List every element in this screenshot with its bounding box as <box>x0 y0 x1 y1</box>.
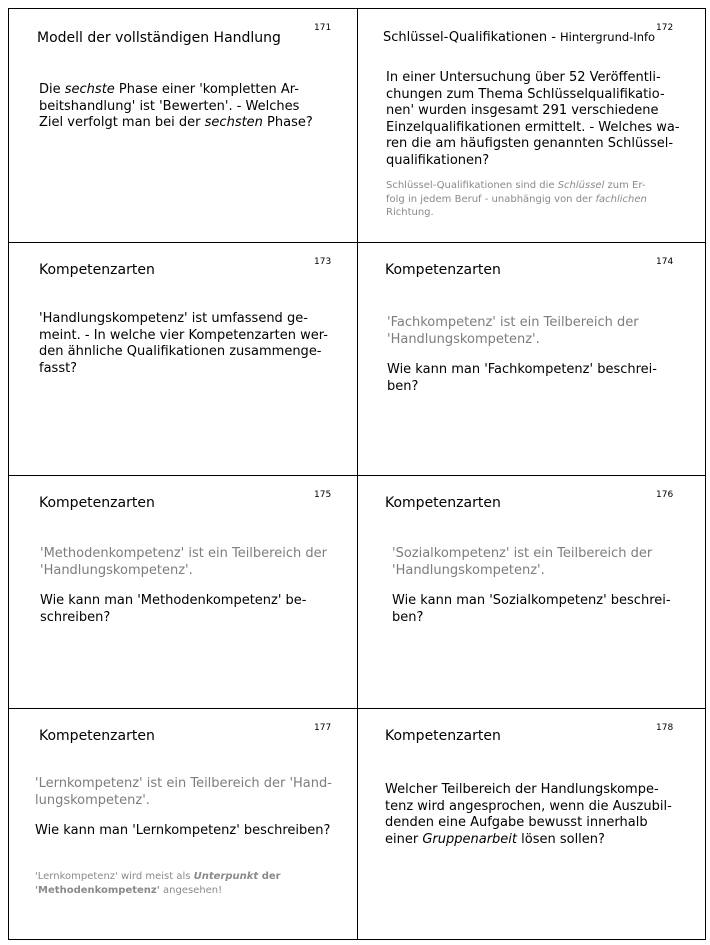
card-number: 171 <box>314 23 332 33</box>
card-question: 'Sozialkompetenz' ist ein Teilbereich der 'Handlungskompetenz'. Wie kann man 'Sozialkompetenz' beschrei- ben? <box>392 546 671 625</box>
card-title: Modell der vollständigen Handlung <box>37 30 281 46</box>
card-176 <box>358 476 706 708</box>
card-hint: Schlüssel-Qualifikationen sind die Schlüssel zum Er- folg in jedem Beruf - unabhängig von der fachlichen Richtung. <box>386 180 647 218</box>
card-number: 176 <box>656 490 674 500</box>
card-174 <box>358 243 706 475</box>
card-title: Schlüssel-Qualifikationen - Hintergrund-Info <box>383 30 656 45</box>
card-177 <box>9 709 357 941</box>
card-title: Kompetenzarten <box>385 262 501 278</box>
card-number: 177 <box>314 723 332 733</box>
card-question: 'Fachkompetenz' ist ein Teilbereich der 'Handlungskompetenz'. Wie kann man 'Fachkompetenz' beschrei- ben? <box>387 315 657 394</box>
flashcard-sheet <box>8 8 706 940</box>
card-number: 172 <box>656 23 674 33</box>
card-title: Kompetenzarten <box>385 728 501 744</box>
card-173 <box>9 243 357 475</box>
card-title: Kompetenzarten <box>39 728 155 744</box>
card-number: 178 <box>656 723 674 733</box>
card-title: Kompetenzarten <box>39 495 155 511</box>
card-title: Kompetenzarten <box>385 495 501 511</box>
card-question: In einer Untersuchung über 52 Veröffentli- chungen zum Thema Schlüsselqualifikatio- nen' wurden insgesamt 291 verschiedene Einzelqualifikationen ermittelt. - Welches wa- ren die am häufigsten genannten Schlüssel- qualifikationen? <box>386 70 680 168</box>
card-question: Welcher Teilbereich der Handlungskompe- tenz wird angesprochen, wenn die Auszubil- denden eine Aufgabe bewusst innerhalb einer Gruppenarbeit lösen sollen? <box>385 782 672 847</box>
card-178 <box>358 709 706 941</box>
card-question: 'Methodenkompetenz' ist ein Teilbereich der 'Handlungskompetenz'. Wie kann man 'Methodenkompetenz' be- schreiben? <box>40 546 327 625</box>
card-172 <box>358 9 706 241</box>
card-question: Die sechste Phase einer 'kompletten Ar- beitshandlung' ist 'Bewerten'. - Welches Ziel verfolgt man bei der sechsten Phase? <box>39 82 313 130</box>
card-title: Kompetenzarten <box>39 262 155 278</box>
card-question: 'Lernkompetenz' ist ein Teilbereich der 'Hand- lungskompetenz'. Wie kann man 'Lernkompetenz' beschreiben? <box>35 776 332 838</box>
card-175 <box>9 476 357 708</box>
card-number: 174 <box>656 257 674 267</box>
card-171 <box>9 9 357 241</box>
card-question: 'Handlungskompetenz' ist umfassend ge- meint. - In welche vier Kompetenzarten wer- den ähnliche Qualifikationen zusammenge- fasst? <box>39 311 328 376</box>
card-number: 173 <box>314 257 332 267</box>
card-number: 175 <box>314 490 332 500</box>
card-hint: 'Lernkompetenz' wird meist als Unterpunkt der 'Methodenkompetenz' angesehen! <box>35 871 281 896</box>
